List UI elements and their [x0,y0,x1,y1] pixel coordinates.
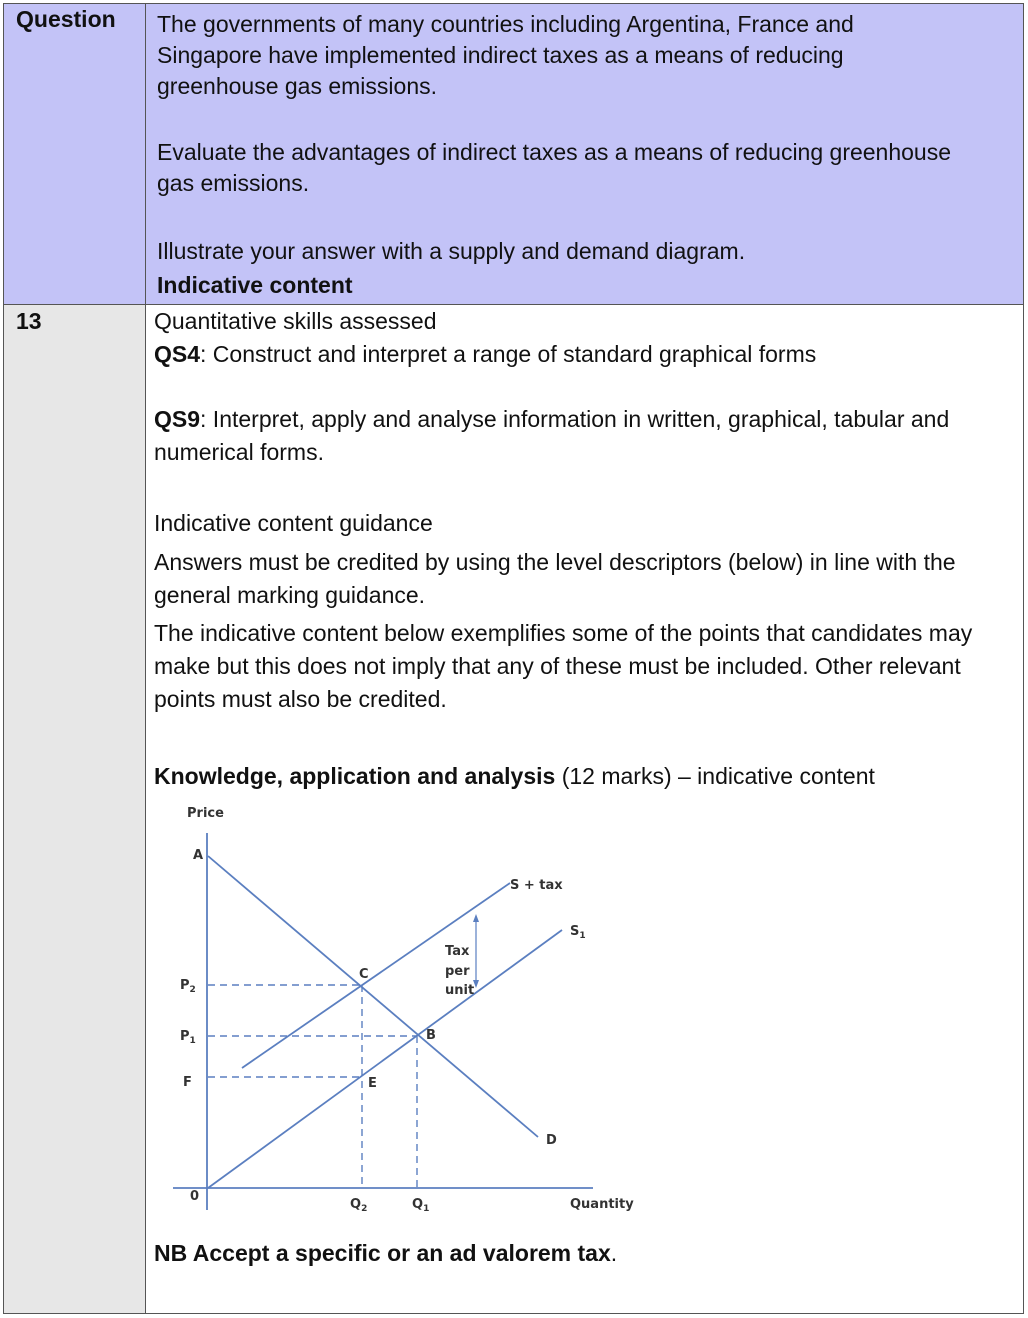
label-d: D [546,1133,557,1148]
kaa-rest: (12 marks) – indicative content [555,763,875,789]
question-number: 13 [16,308,42,334]
guidance-p1: Answers must be credited by using the level descriptors (below) in line with the general marking guidance. [154,549,956,608]
question-text: The governments of many countries including Argentina, France and Singapore have implemented indirect taxes as a means of reducing greenhouse gas emissions. [157,11,854,99]
qs-heading: Quantitative skills assessed [154,308,437,334]
label-b: B [426,1028,436,1043]
tax-label-1: Tax [445,944,470,959]
qs4-code: QS4 [154,341,201,367]
label-c: C [359,967,369,982]
qs9-text: : Interpret, apply and analyse information in written, graphical, tabular and numerical forms. [154,406,950,465]
tax-label-2: per [445,964,470,979]
label-p1: $P_1$ [180,1029,196,1046]
question-instruction: Illustrate your answer with a supply and demand diagram. [157,238,746,264]
guidance-heading: Indicative content guidance [154,510,433,536]
qs9-code: QS9 [154,406,201,432]
guidance-p2: The indicative content below exemplifies some of the points that candidates may make but this does not imply that any of these must be included. Other relevant points must also be credited. [154,620,973,712]
label-q2: $Q_2$ [350,1197,368,1214]
tax-label-3: unit [445,983,475,998]
label-e: E [368,1076,377,1091]
label-q1: $Q_1$ [412,1197,430,1214]
tax-arrow-up-icon [473,914,479,922]
supply-plus-tax-curve [242,883,510,1068]
label-p2: $P_2$ [180,978,196,995]
qs4-text: : Construct and interpret a range of standard graphical forms [200,341,817,367]
question-label: Question [16,6,116,32]
origin-label: 0 [190,1189,200,1204]
question-task: Evaluate the advantages of indirect taxes as a means of reducing greenhouse gas emissions. [157,139,952,196]
label-a: A [193,848,204,863]
nb-bold: NB Accept a specific or an ad valorem tax [154,1240,611,1266]
label-s1: $S_1$ [570,924,586,941]
nb-end: . [610,1240,618,1266]
indicative-content-heading: Indicative content [157,272,353,298]
y-axis-label: Price [187,806,224,821]
label-f: F [183,1075,192,1090]
label-s-tax: S + tax [510,878,563,893]
kaa-bold: Knowledge, application and analysis [154,763,556,789]
x-axis-label: Quantity [570,1197,634,1212]
